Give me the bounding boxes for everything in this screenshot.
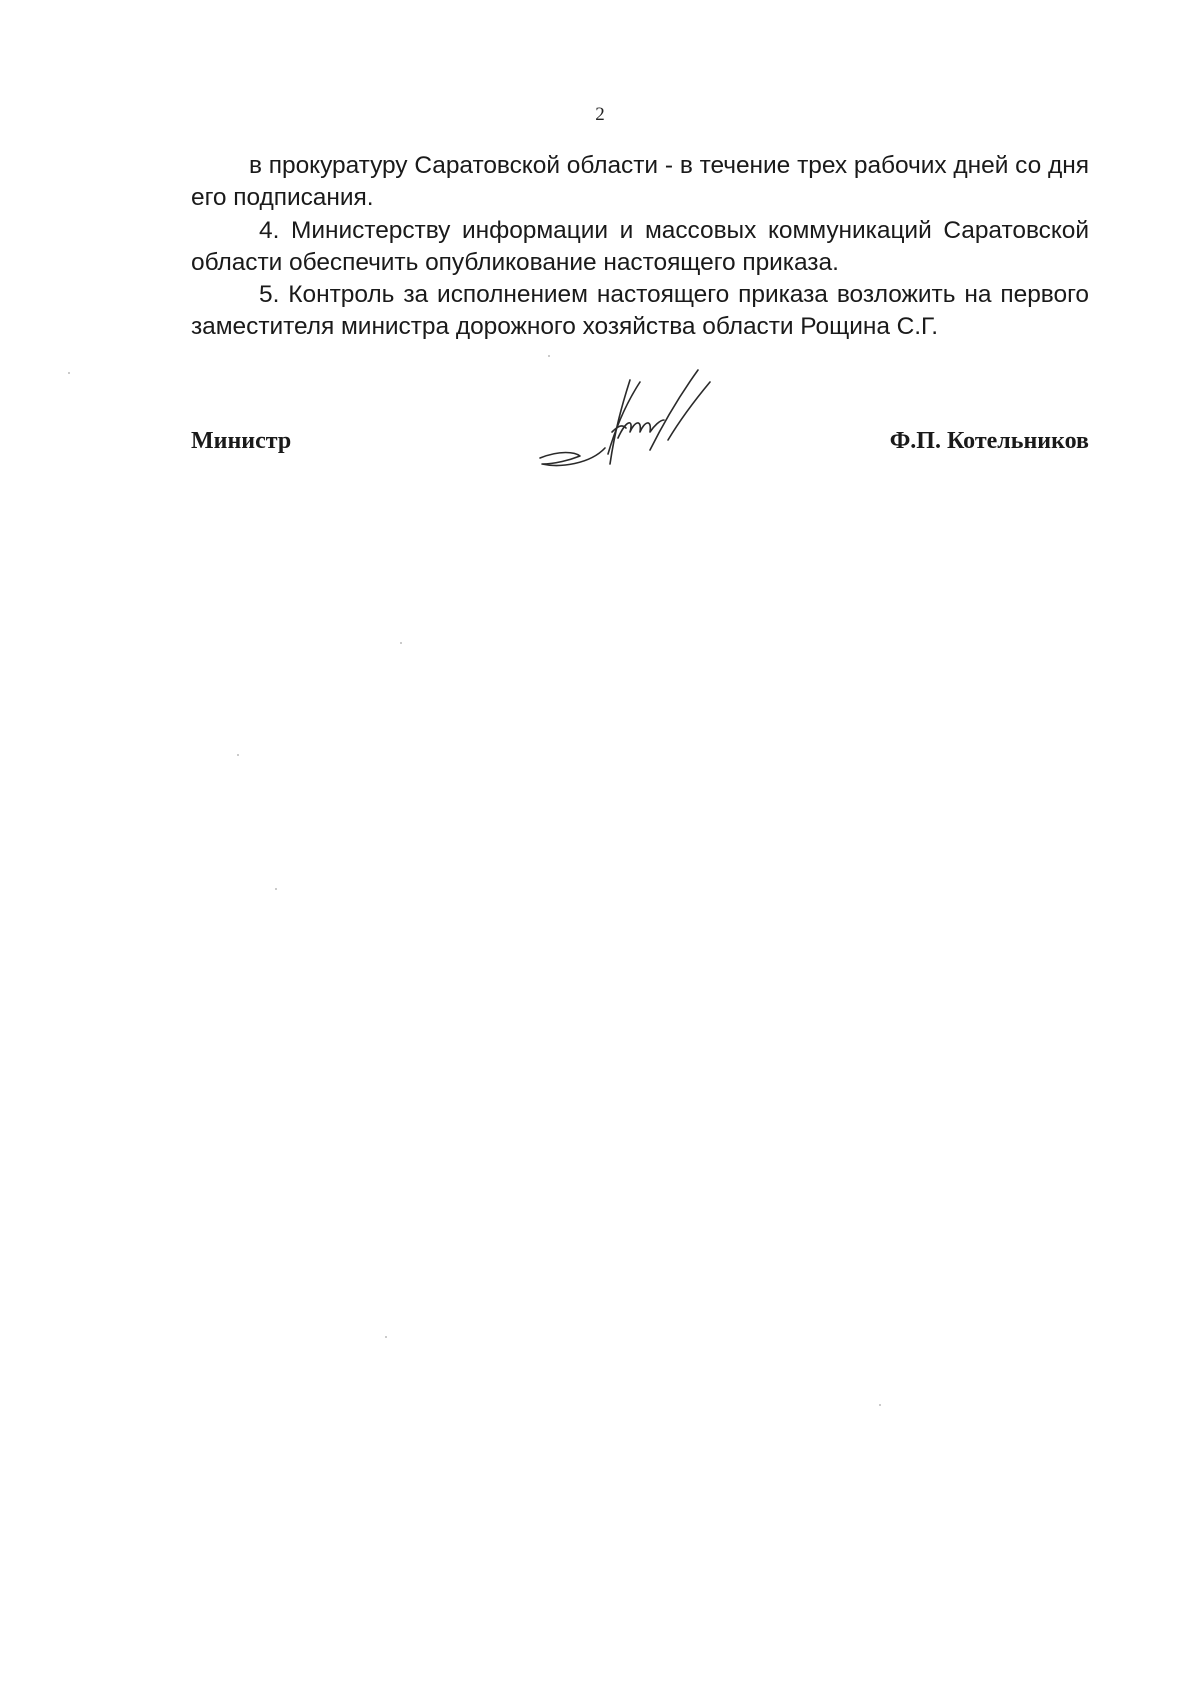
- scan-speck: [879, 1404, 881, 1406]
- scan-speck: [400, 642, 402, 644]
- paragraph-continuation: в прокуратуру Саратовской области - в течение трех рабочих дней со дня его подписания.: [191, 152, 1089, 212]
- paragraph-item-4: 4. Министерству информации и массовых коммуникаций Саратовской области обеспечить опубликование настоящего приказа.: [191, 216, 1089, 276]
- scan-speck: [68, 372, 70, 374]
- paragraph-item-5: 5. Контроль за исполнением настоящего приказа возложить на первого заместителя министра дорожного хозяйства области Рощина С.Г.: [191, 281, 1089, 341]
- signature-block: [191, 428, 1089, 468]
- scan-speck: [385, 1336, 387, 1338]
- document-body: [191, 150, 1089, 344]
- scan-speck: [548, 355, 550, 357]
- scan-speck: [275, 888, 277, 890]
- signer-position: Министр: [191, 428, 292, 454]
- scan-speck: [237, 754, 239, 756]
- page-number: 2: [595, 104, 605, 125]
- signer-name: Ф.П. Котельников: [889, 428, 1089, 454]
